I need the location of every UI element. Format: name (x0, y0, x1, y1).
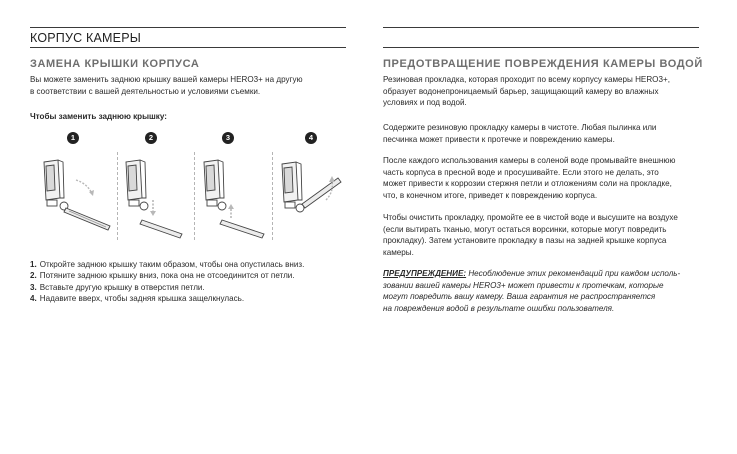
section-title: КОРПУС КАМЕРЫ (30, 31, 141, 45)
right-paragraph-3 (383, 155, 675, 201)
list-item (30, 282, 304, 293)
list-item (30, 270, 304, 281)
step-number: 1. (30, 260, 37, 269)
paragraph-line: образует водонепроницаемый барьер, защищающий камеру во влажных (383, 86, 659, 96)
right-heading: ПРЕДОТВРАЩЕНИЕ ПОВРЕЖДЕНИЯ КАМЕРЫ ВОДОЙ (383, 58, 703, 70)
step-number: 3. (30, 282, 37, 292)
how-to-label: Чтобы заменить заднюю крышку: (30, 112, 167, 121)
housing-illustration-step-2 (120, 150, 192, 242)
illustration-divider (117, 152, 118, 240)
step-badge-4: 4 (305, 132, 317, 144)
step-text: Надавите вверх, чтобы задняя крышка защелкнулась. (39, 294, 245, 304)
paragraph-line: прокладку). Затем установите прокладку в пазы на задней крышке корпуса (383, 236, 667, 246)
paragraph-line: условиях и под водой. (383, 98, 467, 108)
title-rule-left (30, 47, 346, 48)
paragraph-line: может привести к коррозии стержня петли и отложениям соли на прокладке, (383, 179, 672, 189)
illustration-divider (272, 152, 273, 240)
step-number: 2. (30, 271, 37, 281)
paragraph-line: часть корпуса в пресной воде и просушивайте. Если этого не делать, это (383, 167, 659, 177)
warning-label: ПРЕДУПРЕЖДЕНИЕ: (383, 269, 467, 278)
list-item (30, 259, 304, 270)
paragraph-line: Чтобы очистить прокладку, промойте ее в чистой воде и высушите на воздухе (383, 213, 678, 222)
paragraph-line: После каждого использования камеры в соленой воде промывайте внешнюю (383, 156, 676, 165)
paragraph-line: что, в конечном итоге, приведет к повреждению корпуса. (383, 190, 598, 200)
warning-line: на повреждения водой в результате ошибки пользователя. (383, 303, 615, 313)
paragraph-line: Резиновая прокладка, которая проходит по всему корпусу камеры HERO3+, (383, 75, 670, 84)
left-intro-line: Вы можете заменить заднюю крышку вашей камеры HERO3+ на другую (30, 75, 303, 84)
housing-illustration-step-3 (198, 150, 270, 242)
left-intro (30, 74, 303, 97)
warning-line: Несоблюдение этих рекомендаций при каждом исполь- (466, 269, 681, 278)
step-badge-2: 2 (145, 132, 157, 144)
steps-list (30, 259, 304, 305)
step-text: Откройте заднюю крышку таким образом, чтобы она опустилась вниз. (39, 260, 305, 269)
illustration-divider (194, 152, 195, 240)
right-paragraph-1 (383, 74, 670, 109)
paragraph-line: песчинка может привести к протечке и повреждению камеры. (383, 134, 615, 144)
top-rule-right (383, 27, 699, 28)
step-text: Потяните заднюю крышку вниз, пока она не отсоединится от петли. (39, 271, 295, 281)
housing-illustration-step-4 (276, 150, 348, 242)
top-rule-left (30, 27, 346, 28)
warning-paragraph (383, 268, 680, 314)
left-intro-line: в соответствии с вашей деятельностью и условиями съемки. (30, 86, 261, 96)
paragraph-line: камеры. (383, 247, 414, 257)
step-badge-3: 3 (222, 132, 234, 144)
warning-line: зовании вашей камеры HERO3+ может привести к протечкам, которые (383, 280, 664, 290)
warning-line: могут повредить вашу камеру. Ваша гарантия не распространяется (383, 292, 656, 302)
list-item (30, 293, 304, 304)
paragraph-line: Содержите резиновую прокладку камеры в чистоте. Любая пылинка или (383, 123, 657, 132)
step-text: Вставьте другую крышку в отверстия петли. (39, 282, 205, 292)
housing-illustration-step-1 (36, 150, 116, 242)
right-paragraph-4 (383, 212, 678, 258)
step-badge-1: 1 (67, 132, 79, 144)
right-paragraph-2 (383, 122, 656, 145)
paragraph-line: (если вытирать тканью, могут остаться ворсинки, которые могут повредить (383, 224, 667, 234)
step-number: 4. (30, 294, 37, 304)
title-rule-right (383, 47, 699, 48)
left-heading: ЗАМЕНА КРЫШКИ КОРПУСА (30, 58, 200, 70)
